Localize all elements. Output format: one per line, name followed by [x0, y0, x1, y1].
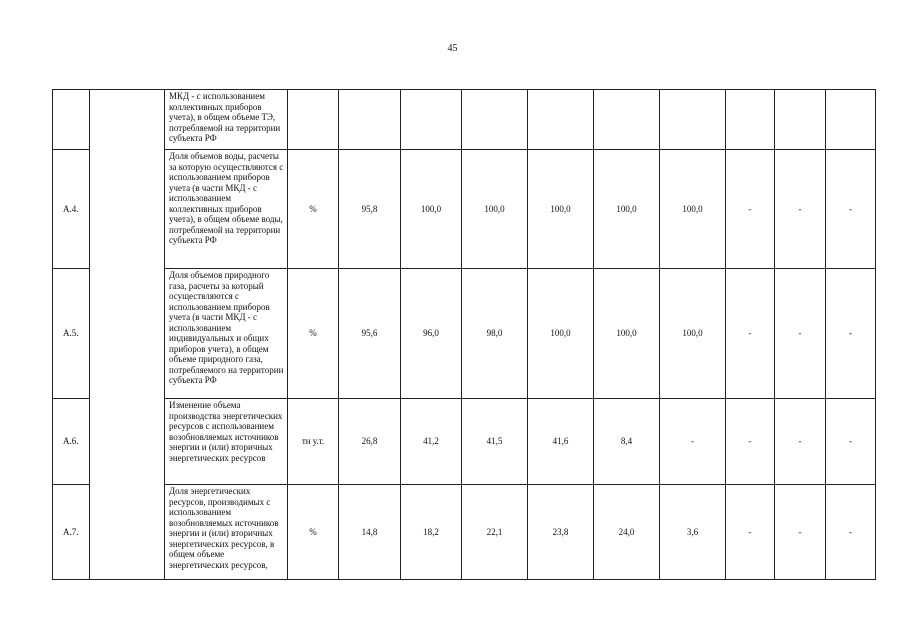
row-code — [53, 90, 90, 150]
value-cell: - — [726, 399, 775, 485]
value-cell: - — [660, 399, 726, 485]
value-cell: 95,6 — [339, 269, 401, 399]
value-cell: - — [826, 150, 876, 269]
value-cell — [339, 90, 401, 150]
value-cell: 41,2 — [401, 399, 462, 485]
value-cell: 100,0 — [594, 150, 660, 269]
indicator-description: Доля объемов воды, расчеты за которую осуществляются с использованием приборов учета (в части МКД - с использованием коллективных приборов учета), в общем объеме воды, потребляемой на территории субъекта РФ — [165, 150, 288, 269]
value-cell: 100,0 — [660, 150, 726, 269]
unit-cell: % — [288, 150, 339, 269]
unit-cell: % — [288, 269, 339, 399]
value-cell: 41,6 — [528, 399, 594, 485]
value-cell: 100,0 — [528, 269, 594, 399]
value-cell: - — [726, 485, 775, 580]
value-cell: 22,1 — [462, 485, 528, 580]
value-cell: - — [726, 269, 775, 399]
value-cell: 100,0 — [594, 269, 660, 399]
value-cell — [401, 90, 462, 150]
value-cell: - — [826, 485, 876, 580]
row-code: А.6. — [53, 399, 90, 485]
value-cell: 98,0 — [462, 269, 528, 399]
value-cell: 100,0 — [401, 150, 462, 269]
value-cell: 23,8 — [528, 485, 594, 580]
value-cell: 41,5 — [462, 399, 528, 485]
value-cell: 100,0 — [528, 150, 594, 269]
row-code: А.5. — [53, 269, 90, 399]
value-cell: 8,4 — [594, 399, 660, 485]
value-cell: 14,8 — [339, 485, 401, 580]
value-cell: 96,0 — [401, 269, 462, 399]
value-cell: 26,8 — [339, 399, 401, 485]
table-row — [53, 399, 876, 485]
indicator-description: Доля энергетических ресурсов, производимых с использованием возобновляемых источников энергии и (или) вторичных энергетических ресурсов, в общем объеме энергетических ресурсов, — [165, 485, 288, 580]
value-cell — [775, 90, 826, 150]
value-cell: - — [775, 485, 826, 580]
indicators-table — [52, 89, 876, 580]
merged-empty-column — [90, 90, 165, 580]
table-row — [53, 150, 876, 269]
indicator-description: Изменение объема производства энергетических ресурсов с использованием возобновляемых источников энергии и (или) вторичных энергетических ресурсов — [165, 399, 288, 485]
value-cell: 18,2 — [401, 485, 462, 580]
value-cell: 100,0 — [462, 150, 528, 269]
indicator-description: МКД - с использованием коллективных приборов учета), в общем объеме ТЭ, потребляемой на территории субъекта РФ — [165, 90, 288, 150]
row-code: А.7. — [53, 485, 90, 580]
value-cell — [660, 90, 726, 150]
table-row — [53, 485, 876, 580]
page-number: 45 — [447, 43, 458, 54]
value-cell — [528, 90, 594, 150]
value-cell — [826, 90, 876, 150]
value-cell: - — [726, 150, 775, 269]
value-cell: - — [775, 269, 826, 399]
unit-cell — [288, 90, 339, 150]
table-row — [53, 269, 876, 399]
value-cell — [462, 90, 528, 150]
value-cell: - — [775, 150, 826, 269]
indicator-description: Доля объемов природного газа, расчеты за который осуществляются с использованием приборов учета (в части МКД - с использованием индивидуальных и общих приборов учета), в общем объеме природного газа, потребляемого на территории субъекта РФ — [165, 269, 288, 399]
value-cell: - — [826, 399, 876, 485]
unit-cell: тн у.т. — [288, 399, 339, 485]
value-cell: 100,0 — [660, 269, 726, 399]
value-cell — [726, 90, 775, 150]
value-cell — [594, 90, 660, 150]
table-row — [53, 90, 876, 150]
value-cell: - — [826, 269, 876, 399]
value-cell: 3,6 — [660, 485, 726, 580]
value-cell: 24,0 — [594, 485, 660, 580]
unit-cell: % — [288, 485, 339, 580]
value-cell: 95,8 — [339, 150, 401, 269]
row-code: А.4. — [53, 150, 90, 269]
value-cell: - — [775, 399, 826, 485]
